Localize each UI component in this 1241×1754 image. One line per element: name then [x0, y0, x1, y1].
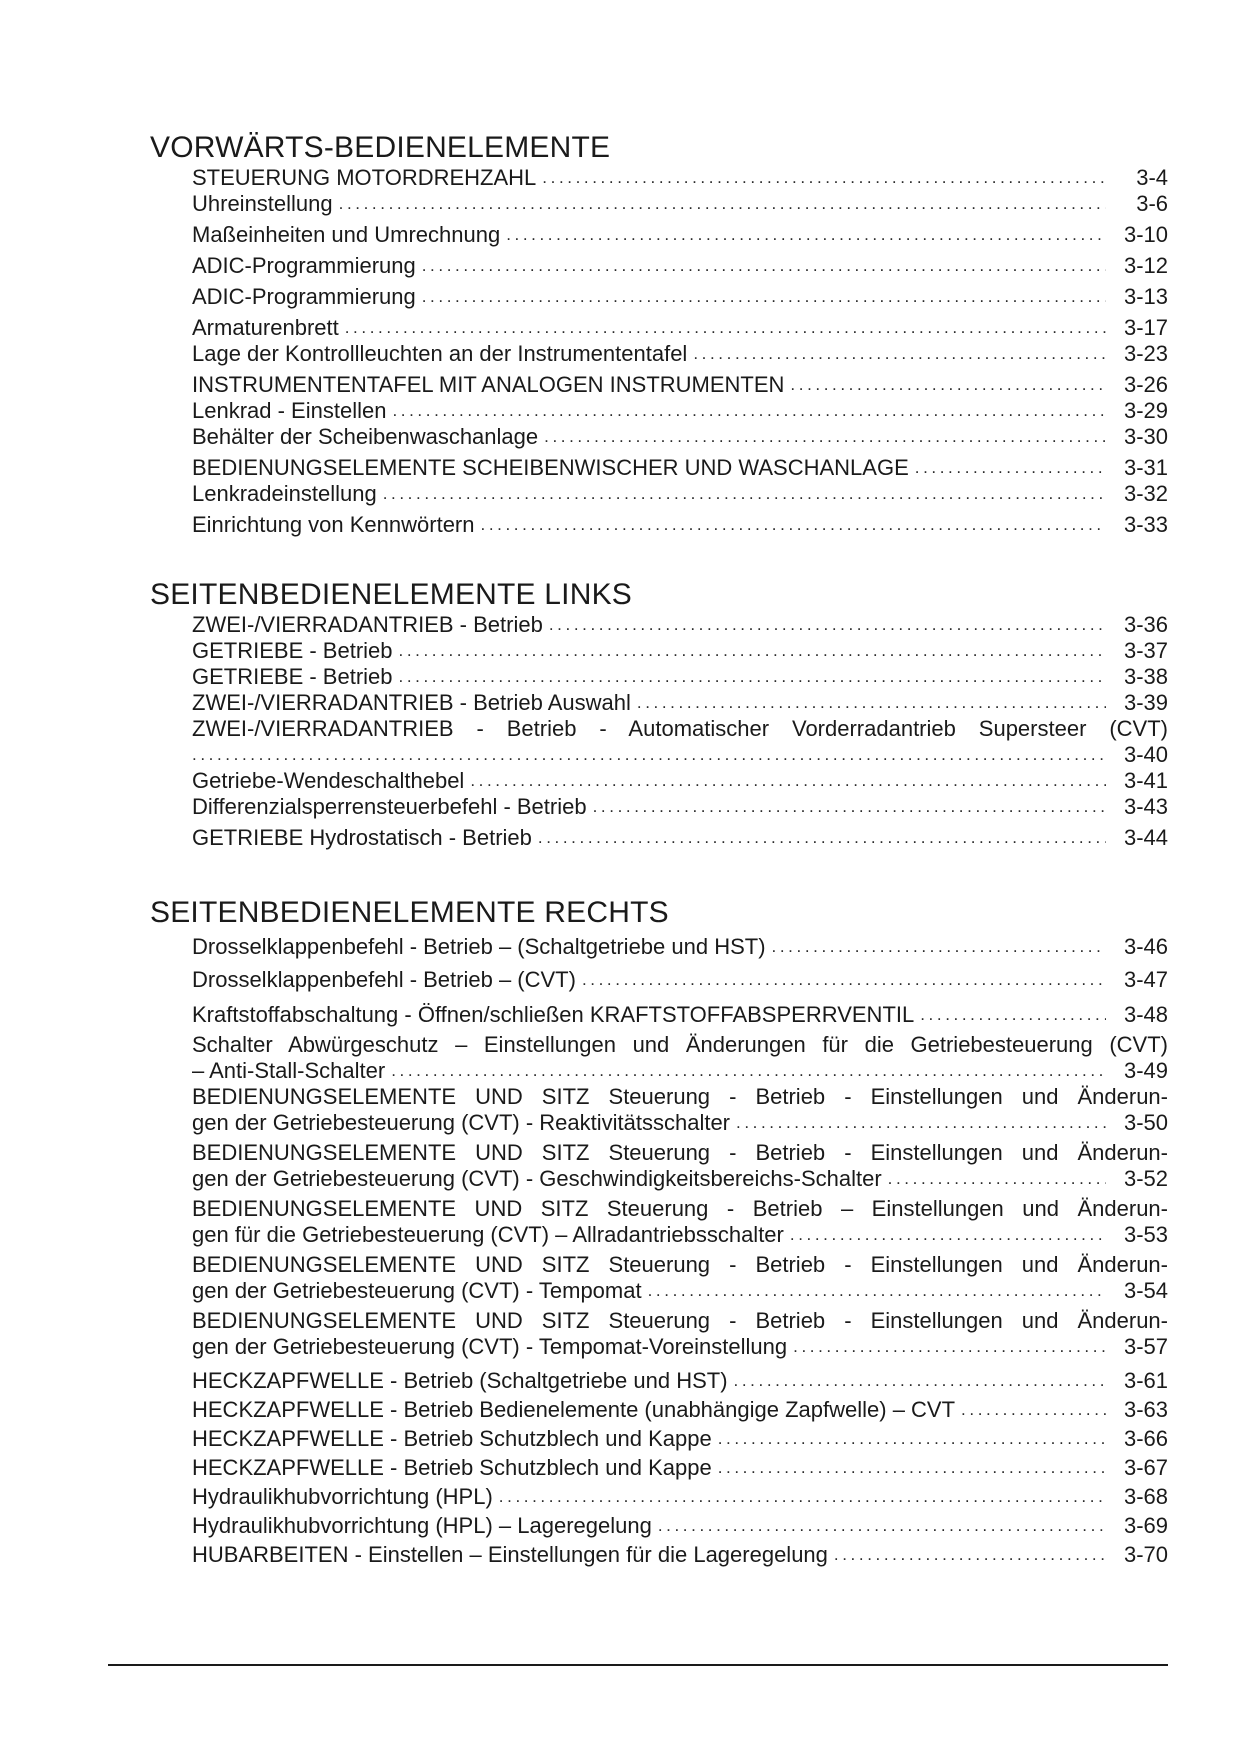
toc-entry[interactable]: [192, 310, 1168, 341]
dot-leader: [399, 664, 1106, 690]
dot-leader: [470, 768, 1106, 794]
toc-entry[interactable]: [192, 1510, 1168, 1539]
toc-entry-title: Hydraulikhubvorrichtung (HPL) – Lageregelung: [192, 1513, 652, 1538]
dot-leader: [790, 1222, 1106, 1248]
toc-entry-page: 3-31: [1123, 455, 1168, 480]
toc-entry-page: 3-39: [1123, 690, 1168, 715]
toc-entry-title: ADIC-Programmierung: [192, 253, 416, 278]
toc-entry-line2: [192, 1222, 1168, 1248]
toc-entry[interactable]: [192, 1539, 1168, 1568]
dot-leader: [793, 1334, 1106, 1360]
toc-entry-title: gen der Getriebesteuerung (CVT) - Tempomat: [192, 1278, 642, 1303]
toc-entry-title: BEDIENUNGSELEMENTE SCHEIBENWISCHER UND WASCHANLAGE: [192, 455, 909, 480]
dot-leader: [637, 690, 1106, 716]
toc-entry[interactable]: [192, 191, 1168, 217]
toc-entry[interactable]: [192, 1196, 1168, 1252]
toc-entry-title: HECKZAPFWELLE - Betrieb Bedienelemente (unabhängige Zapfwelle) – CVT: [192, 1397, 956, 1422]
toc-entry-title: ZWEI-/VIERRADANTRIEB - Betrieb Auswahl: [192, 690, 631, 715]
toc-entry[interactable]: [192, 794, 1168, 820]
toc-entry-title: STEUERUNG MOTORDREHZAHL: [192, 165, 537, 190]
section-heading: SEITENBEDIENELEMENTE LINKS: [150, 578, 632, 611]
dot-leader: [544, 424, 1106, 450]
toc-entry[interactable]: [192, 993, 1168, 1028]
toc-entry-page: 3-70: [1123, 1542, 1168, 1567]
toc-entry[interactable]: [192, 507, 1168, 538]
toc-entry[interactable]: [192, 638, 1168, 664]
dot-leader: [506, 222, 1106, 248]
toc-entry[interactable]: [192, 664, 1168, 690]
toc-entry[interactable]: [192, 1423, 1168, 1452]
dot-leader: [718, 1455, 1106, 1481]
toc-entry-page: 3-53: [1123, 1222, 1168, 1247]
toc-section-side-controls-left: [150, 578, 1168, 851]
dot-leader: [734, 1368, 1106, 1394]
toc-entry-page: 3-6: [1136, 191, 1168, 216]
toc-entry-title-line1: Schalter Abwürgeschutz – Einstellungen und Änderungen für die Getriebesteuerung (CVT): [192, 1032, 1168, 1057]
dot-leader: [888, 1166, 1106, 1192]
toc-section-side-controls-right: [150, 896, 1168, 1568]
dot-leader: [648, 1278, 1106, 1304]
toc-entry-page: 3-47: [1123, 967, 1168, 992]
toc-entry-title: Lage der Kontrollleuchten an der Instrumententafel: [192, 341, 688, 366]
toc-entry-page: 3-30: [1123, 424, 1168, 449]
toc-entry-page: 3-61: [1123, 1368, 1168, 1393]
toc-entry-page: 3-29: [1123, 398, 1168, 423]
toc-entry[interactable]: [192, 424, 1168, 450]
toc-entry-page: 3-69: [1123, 1513, 1168, 1538]
toc-entry-title: Behälter der Scheibenwaschanlage: [192, 424, 539, 449]
dot-leader: [422, 284, 1106, 310]
toc-entry-title: gen für die Getriebesteuerung (CVT) – Allradantriebsschalter: [192, 1222, 784, 1247]
toc-entry-title: GETRIEBE Hydrostatisch - Betrieb: [192, 825, 532, 850]
section-heading: SEITENBEDIENELEMENTE RECHTS: [150, 896, 669, 929]
toc-entry-page: 3-44: [1123, 825, 1168, 850]
toc-entry-title: gen der Getriebesteuerung (CVT) - Geschwindigkeitsbereichs-Schalter: [192, 1166, 882, 1191]
toc-section-forward-controls: [150, 131, 1168, 538]
dot-leader: [399, 638, 1106, 664]
dot-leader: [693, 341, 1106, 367]
toc-entry-title: Uhreinstellung: [192, 191, 333, 216]
dot-leader: [538, 825, 1106, 851]
toc-entry-title-line1: BEDIENUNGSELEMENTE UND SITZ Steuerung - Betrieb - Einstellungen und Änderun-: [192, 1252, 1168, 1277]
dot-leader: [736, 1110, 1106, 1136]
dot-leader: [658, 1513, 1106, 1539]
toc-entry-page: 3-36: [1123, 612, 1168, 637]
dot-leader: [391, 1058, 1106, 1084]
toc-entry-title-line1: BEDIENUNGSELEMENTE UND SITZ Steuerung - Betrieb - Einstellungen und Änderun-: [192, 1308, 1168, 1333]
toc-entry-page: 3-17: [1123, 315, 1168, 340]
toc-entry-line2: [192, 742, 1168, 768]
toc-entry-title: Hydraulikhubvorrichtung (HPL): [192, 1484, 493, 1509]
toc-entry-line2: [192, 1110, 1168, 1136]
toc-entry-page: 3-57: [1123, 1334, 1168, 1359]
toc-entry-line2: [192, 1166, 1168, 1192]
toc-entry-line2: [192, 1058, 1168, 1084]
toc-entry[interactable]: [192, 165, 1168, 191]
toc-entry[interactable]: [192, 930, 1168, 960]
toc-entry[interactable]: [192, 716, 1168, 768]
toc-entry[interactable]: [192, 450, 1168, 481]
toc-entry-title: HUBARBEITEN - Einstellen – Einstellungen für die Lageregelung: [192, 1542, 828, 1567]
toc-entry-page: 3-41: [1123, 768, 1168, 793]
toc-entry-title: Lenkradeinstellung: [192, 481, 377, 506]
dot-leader: [915, 455, 1106, 481]
toc-entry[interactable]: [192, 1140, 1168, 1196]
dot-leader: [549, 612, 1106, 638]
toc-entry[interactable]: [192, 1394, 1168, 1423]
toc-entry-title: HECKZAPFWELLE - Betrieb Schutzblech und Kappe: [192, 1426, 712, 1451]
toc-entry-title-line1: BEDIENUNGSELEMENTE UND SITZ Steuerung - Betrieb – Einstellungen und Änderun-: [192, 1196, 1168, 1221]
toc-entry-title: ZWEI-/VIERRADANTRIEB - Betrieb: [192, 612, 543, 637]
toc-entry-title-line1: BEDIENUNGSELEMENTE UND SITZ Steuerung - Betrieb - Einstellungen und Änderun-: [192, 1140, 1168, 1165]
toc-entry-page: 3-40: [1123, 742, 1168, 767]
toc-entry[interactable]: [192, 768, 1168, 794]
dot-leader: [345, 315, 1106, 341]
dot-leader: [542, 165, 1106, 191]
toc-entry-page: 3-37: [1123, 638, 1168, 663]
toc-entry-title: HECKZAPFWELLE - Betrieb (Schaltgetriebe und HST): [192, 1368, 728, 1393]
toc-entry-title: INSTRUMENTENTAFEL MIT ANALOGEN INSTRUMENTEN: [192, 372, 785, 397]
toc-entry-page: 3-52: [1123, 1166, 1168, 1191]
dot-leader: [582, 967, 1106, 993]
toc-entry-list: [192, 165, 1168, 538]
toc-entry-title: Drosselklappenbefehl - Betrieb – (Schaltgetriebe und HST): [192, 934, 766, 959]
toc-entry[interactable]: [192, 481, 1168, 507]
toc-entry[interactable]: [192, 217, 1168, 248]
dot-leader: [192, 742, 1106, 768]
toc-entry-page: 3-67: [1123, 1455, 1168, 1480]
toc-entry[interactable]: [192, 1084, 1168, 1140]
toc-entry-title: GETRIEBE - Betrieb: [192, 664, 393, 689]
toc-entry-page: 3-10: [1123, 222, 1168, 247]
toc-entry-title: gen der Getriebesteuerung (CVT) - Reaktivitätsschalter: [192, 1110, 731, 1135]
dot-leader: [790, 372, 1106, 398]
toc-entry-page: 3-43: [1123, 794, 1168, 819]
toc-entry-title: HECKZAPFWELLE - Betrieb Schutzblech und Kappe: [192, 1455, 712, 1480]
toc-entry[interactable]: [192, 1481, 1168, 1510]
toc-entry-page: 3-66: [1123, 1426, 1168, 1451]
toc-entry-title: ADIC-Programmierung: [192, 284, 416, 309]
toc-entry-page: 3-23: [1123, 341, 1168, 366]
toc-entry-page: 3-33: [1123, 512, 1168, 537]
toc-entry-page: 3-38: [1123, 664, 1168, 689]
dot-leader: [422, 253, 1106, 279]
footer-rule: [108, 1664, 1168, 1666]
toc-entry-title: – Anti-Stall-Schalter: [192, 1058, 386, 1083]
toc-entry-page: 3-4: [1136, 165, 1168, 190]
toc-entry-page: 3-49: [1123, 1058, 1168, 1083]
dot-leader: [481, 512, 1107, 538]
toc-entry-page: 3-26: [1123, 372, 1168, 397]
toc-entry-title-line1: ZWEI-/VIERRADANTRIEB - Betrieb - Automatischer Vorderradantrieb Supersteer (CVT): [192, 716, 1168, 741]
toc-entry-title: Lenkrad - Einstellen: [192, 398, 387, 423]
toc-entry[interactable]: [192, 960, 1168, 993]
toc-entry-title: Armaturenbrett: [192, 315, 339, 340]
toc-entry-title: Kraftstoffabschaltung - Öffnen/schließen KRAFTSTOFFABSPERRVENTIL: [192, 1002, 915, 1027]
toc-entry-title: Drosselklappenbefehl - Betrieb – (CVT): [192, 967, 576, 992]
toc-entry[interactable]: [192, 367, 1168, 398]
toc-entry-list: [192, 930, 1168, 1568]
toc-entry-page: 3-50: [1123, 1110, 1168, 1135]
dot-leader: [339, 191, 1106, 217]
toc-entry-line2: [192, 1334, 1168, 1360]
toc-entry-title: gen der Getriebesteuerung (CVT) - Tempomat-Voreinstellung: [192, 1334, 788, 1359]
toc-entry[interactable]: [192, 690, 1168, 716]
toc-entry[interactable]: [192, 1364, 1168, 1394]
dot-leader: [718, 1426, 1106, 1452]
toc-entry[interactable]: [192, 341, 1168, 367]
toc-entry-title: Maßeinheiten und Umrechnung: [192, 222, 501, 247]
toc-entry-title: Getriebe-Wendeschalthebel: [192, 768, 465, 793]
toc-entry[interactable]: [192, 1308, 1168, 1364]
toc-entry[interactable]: [192, 398, 1168, 424]
toc-entry[interactable]: [192, 1252, 1168, 1308]
toc-entry[interactable]: [192, 820, 1168, 851]
dot-leader: [772, 934, 1106, 960]
toc-entry-title-line1: BEDIENUNGSELEMENTE UND SITZ Steuerung - Betrieb - Einstellungen und Änderun-: [192, 1084, 1168, 1109]
toc-entry-page: 3-12: [1123, 253, 1168, 278]
toc-entry-page: 3-32: [1123, 481, 1168, 506]
dot-leader: [392, 398, 1106, 424]
dot-leader: [499, 1484, 1106, 1510]
toc-entry-line2: [192, 1278, 1168, 1304]
toc-entry-title: GETRIEBE - Betrieb: [192, 638, 393, 663]
toc-entry-page: 3-68: [1123, 1484, 1168, 1509]
toc-entry-page: 3-54: [1123, 1278, 1168, 1303]
toc-entry-title: Einrichtung von Kennwörtern: [192, 512, 475, 537]
toc-entry[interactable]: [192, 279, 1168, 310]
toc-entry-title: Differenzialsperrensteuerbefehl - Betrieb: [192, 794, 587, 819]
toc-entry[interactable]: [192, 612, 1168, 638]
dot-leader: [593, 794, 1106, 820]
dot-leader: [834, 1542, 1106, 1568]
toc-entry-page: 3-46: [1123, 934, 1168, 959]
toc-entry-page: 3-13: [1123, 284, 1168, 309]
dot-leader: [961, 1397, 1106, 1423]
toc-entry[interactable]: [192, 248, 1168, 279]
toc-entry[interactable]: [192, 1028, 1168, 1084]
toc-entry[interactable]: [192, 1452, 1168, 1481]
section-heading: VORWÄRTS-BEDIENELEMENTE: [150, 131, 611, 164]
toc-entry-page: 3-63: [1123, 1397, 1168, 1422]
dot-leader: [383, 481, 1106, 507]
toc-entry-page: 3-48: [1123, 1002, 1168, 1027]
dot-leader: [920, 1002, 1106, 1028]
toc-entry-list: [192, 612, 1168, 851]
